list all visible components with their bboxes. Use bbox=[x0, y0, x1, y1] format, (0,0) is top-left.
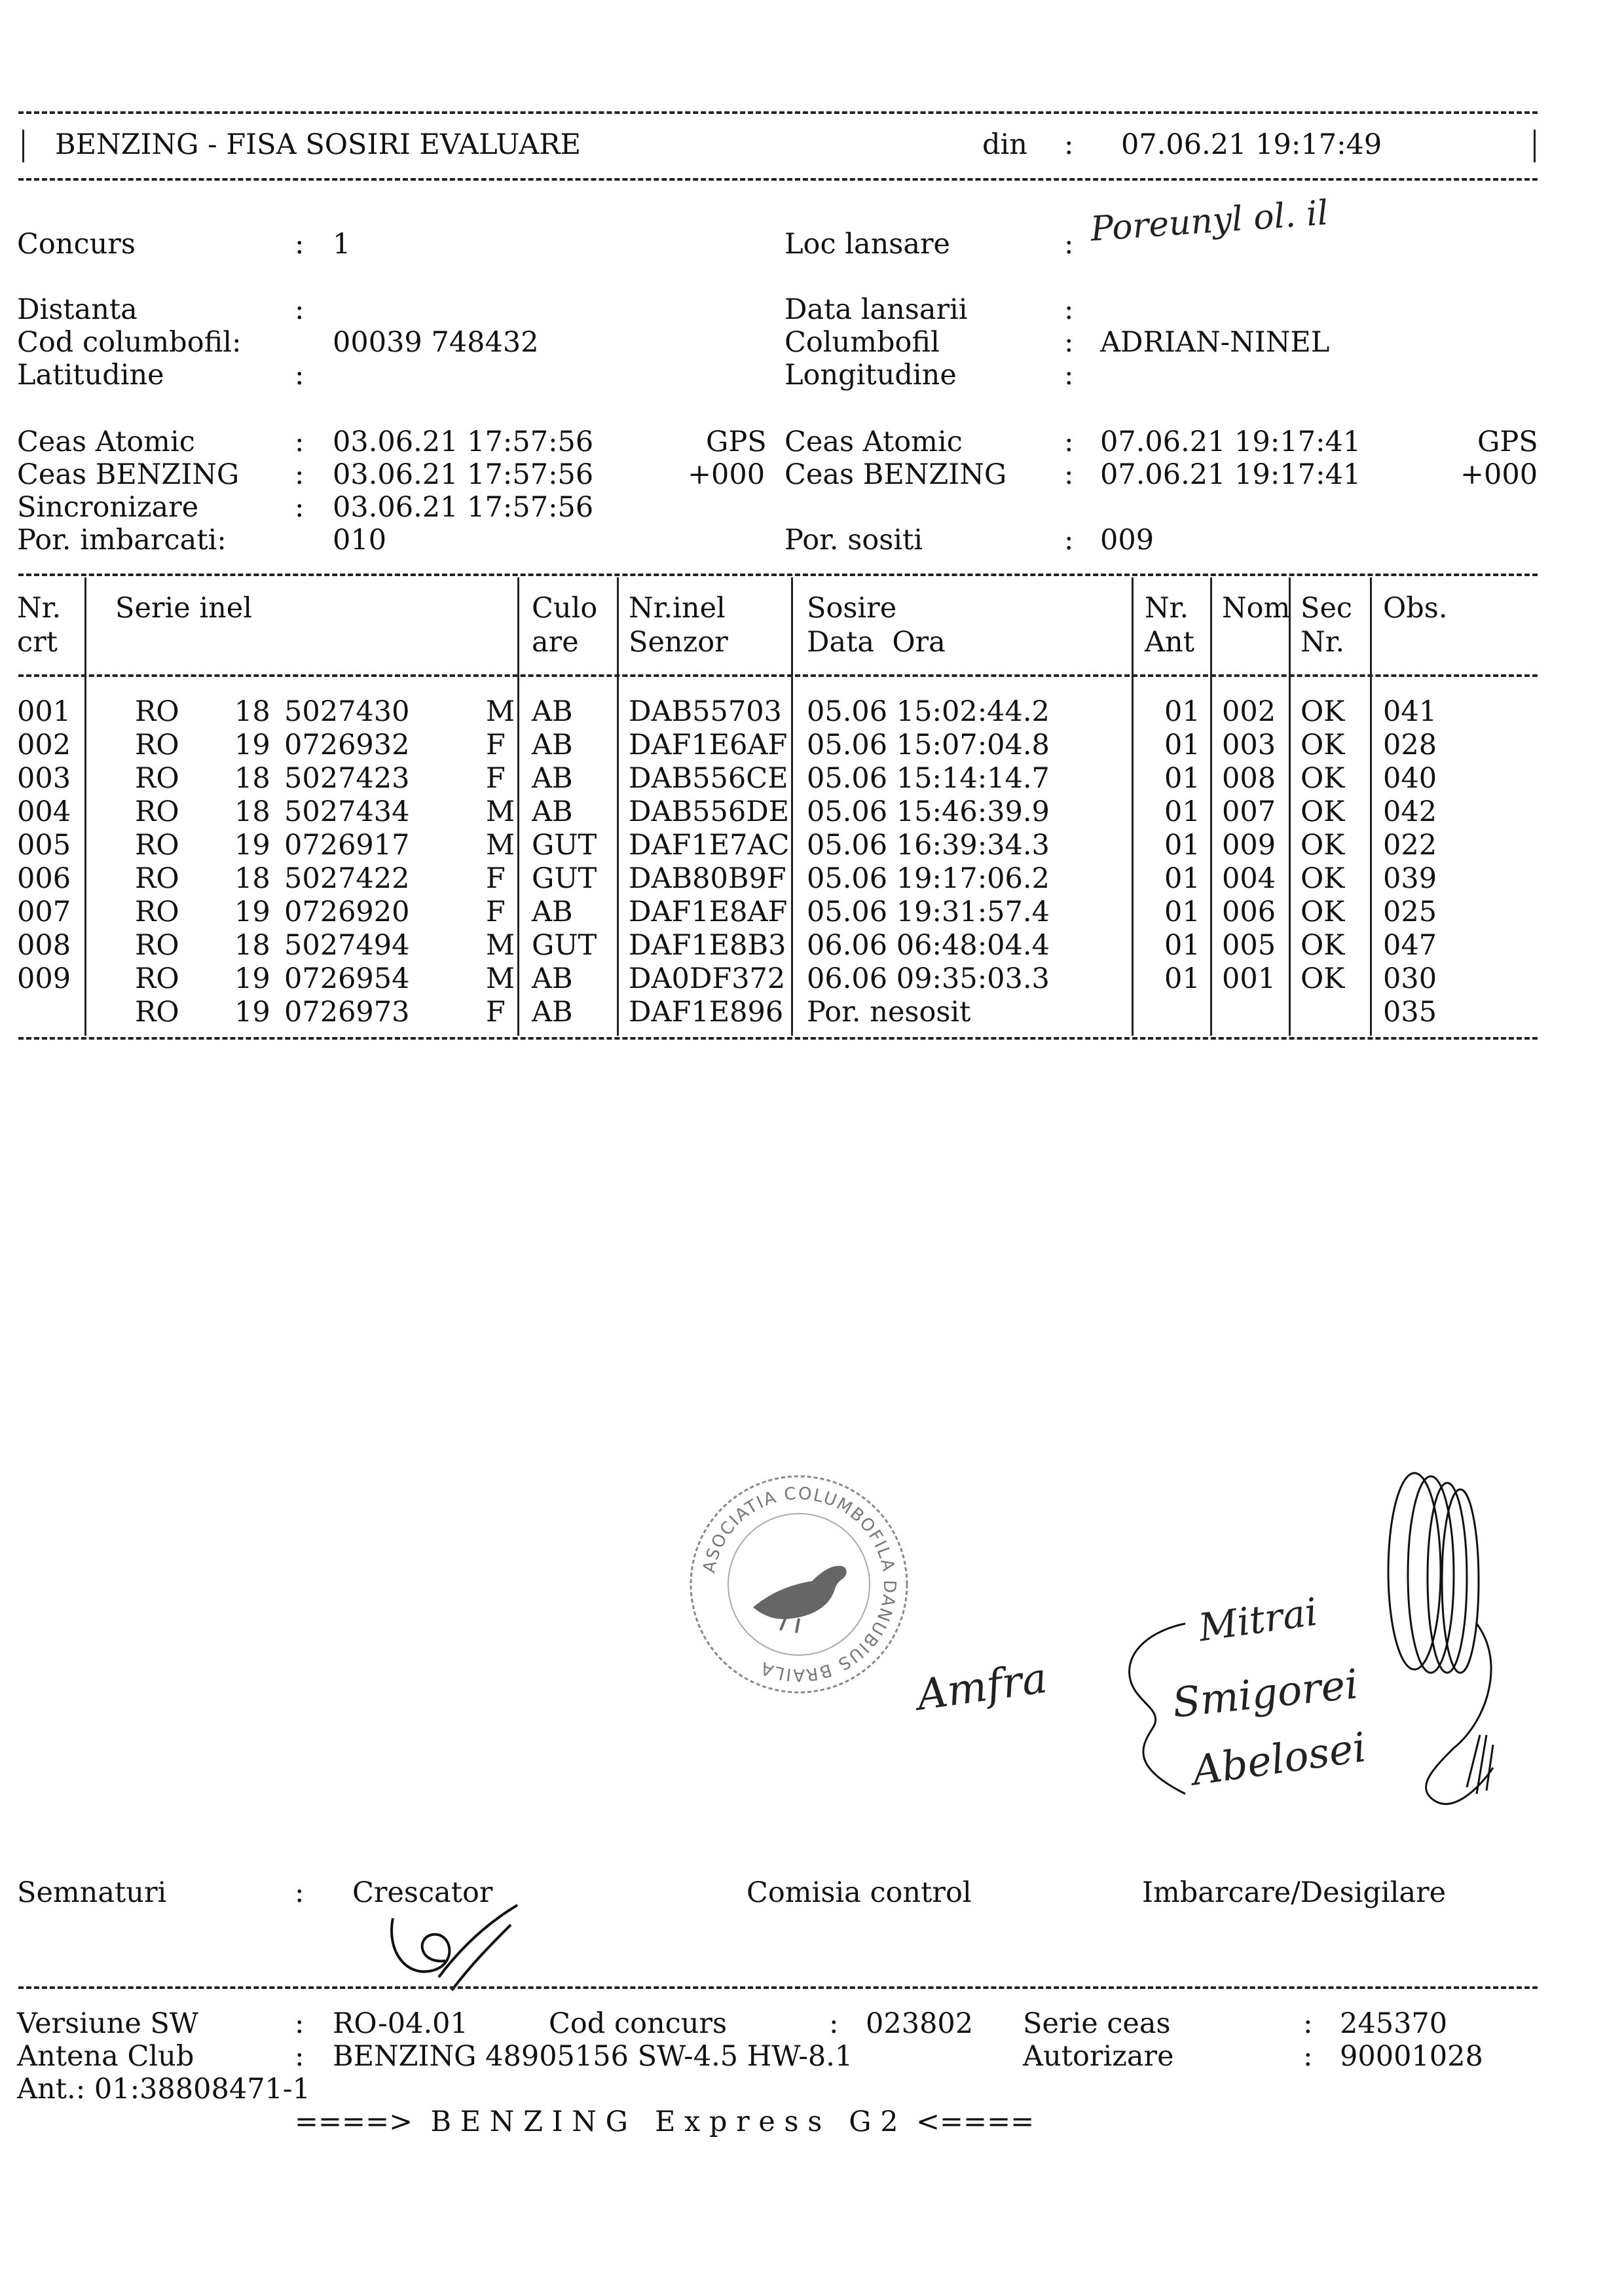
cell-nom: 009 bbox=[1222, 829, 1276, 862]
cell-nom: 002 bbox=[1222, 695, 1276, 728]
cell-sec: OK bbox=[1301, 729, 1345, 761]
data-lansarii-colon: : bbox=[1064, 293, 1074, 326]
cell-sensor: DAB556DE bbox=[629, 795, 790, 828]
clock-right-0-label: Ceas Atomic bbox=[784, 426, 963, 458]
clock-left-2-colon: : bbox=[295, 491, 304, 524]
cell-nr: 003 bbox=[17, 762, 71, 795]
crescator-label: Crescator bbox=[352, 1876, 493, 1909]
cell-sec: OK bbox=[1301, 896, 1345, 928]
cell-sec: OK bbox=[1301, 862, 1345, 895]
imbarcati-label: Por. imbarcati: bbox=[17, 524, 227, 556]
imbarcare-label: Imbarcare/Desigilare bbox=[1142, 1876, 1447, 1909]
table-header-rule bbox=[18, 674, 1538, 677]
columbofil-colon: : bbox=[1064, 326, 1074, 359]
cell-year: 18 bbox=[234, 762, 270, 795]
cell-sosire: 06.06 06:48:04.4 bbox=[807, 929, 1050, 962]
concurs-label: Concurs bbox=[17, 228, 136, 261]
th-serie-inel: Serie inel bbox=[115, 592, 252, 625]
th-sosire-1: Sosire bbox=[807, 592, 897, 625]
loc-lansare-colon: : bbox=[1064, 228, 1074, 261]
cell-year: 18 bbox=[234, 795, 270, 828]
header-right-border bbox=[1534, 130, 1536, 162]
cell-sex: M bbox=[486, 829, 515, 862]
cell-nr: 001 bbox=[17, 695, 71, 728]
cell-ant: 01 bbox=[1164, 829, 1200, 862]
autorizare-colon: : bbox=[1303, 2040, 1313, 2073]
cell-sex: F bbox=[486, 996, 506, 1029]
cell-sosire: Por. nesosit bbox=[807, 996, 971, 1029]
cell-nom: 006 bbox=[1222, 896, 1276, 928]
cod-concurs-colon: : bbox=[829, 2007, 839, 2040]
signature-2-loops bbox=[1336, 1460, 1532, 1827]
cell-sex: F bbox=[486, 896, 506, 928]
cell-year: 19 bbox=[234, 896, 270, 928]
col-divider bbox=[1289, 577, 1291, 1036]
footer-rule bbox=[18, 1986, 1538, 1989]
cod-columbofil-value: 00039 748432 bbox=[333, 326, 539, 359]
cell-ant: 01 bbox=[1164, 862, 1200, 895]
cell-color: GUT bbox=[532, 829, 597, 862]
cell-country: RO bbox=[135, 996, 179, 1029]
cell-country: RO bbox=[135, 729, 179, 761]
clock-right-1-colon: : bbox=[1064, 458, 1074, 491]
loc-lansare-handwritten: Poreunyl ol. il bbox=[1089, 193, 1330, 249]
data-lansarii-label: Data lansarii bbox=[784, 293, 968, 326]
cell-country: RO bbox=[135, 962, 179, 995]
cell-sensor: DAF1E8B3 bbox=[629, 929, 786, 962]
cell-nom: 007 bbox=[1222, 795, 1276, 828]
cell-obs: 025 bbox=[1383, 896, 1437, 928]
th-senzor-1: Nr.inel bbox=[629, 592, 726, 625]
cell-obs: 040 bbox=[1383, 762, 1437, 795]
versiune-label: Versiune SW bbox=[17, 2007, 199, 2040]
antenna-id: Ant.: 01:38808471-1 bbox=[17, 2073, 310, 2105]
cell-sec: OK bbox=[1301, 695, 1345, 728]
cell-nr: 006 bbox=[17, 862, 71, 895]
cell-ring: 5027422 bbox=[284, 862, 410, 895]
th-sec-1: Sec bbox=[1301, 592, 1352, 625]
cell-sex: M bbox=[486, 695, 515, 728]
cell-country: RO bbox=[135, 795, 179, 828]
clock-right-0-suffix: GPS bbox=[1477, 426, 1538, 458]
cell-ring: 0726920 bbox=[284, 896, 410, 928]
serie-ceas-label: Serie ceas bbox=[1023, 2007, 1171, 2040]
cell-sec: OK bbox=[1301, 829, 1345, 862]
cell-sensor: DAF1E7AC bbox=[629, 829, 790, 862]
th-obs: Obs. bbox=[1383, 592, 1448, 625]
document-title: BENZING - FISA SOSIRI EVALUARE bbox=[55, 128, 581, 161]
sositi-label: Por. sositi bbox=[784, 524, 923, 556]
cell-ant: 01 bbox=[1164, 729, 1200, 761]
cell-year: 19 bbox=[234, 962, 270, 995]
cell-sex: M bbox=[486, 929, 515, 962]
cell-color: AB bbox=[532, 962, 573, 995]
cell-sex: M bbox=[486, 795, 515, 828]
versiune-colon: : bbox=[295, 2007, 304, 2040]
cell-sosire: 05.06 15:46:39.9 bbox=[807, 795, 1050, 828]
cell-sosire: 05.06 15:02:44.2 bbox=[807, 695, 1050, 728]
cell-color: GUT bbox=[532, 929, 597, 962]
cell-ring: 0726954 bbox=[284, 962, 410, 995]
col-divider bbox=[517, 577, 519, 1036]
cod-concurs-value: 023802 bbox=[866, 2007, 974, 2040]
th-ant-2: Ant bbox=[1145, 626, 1195, 659]
table-bottom-rule bbox=[18, 1037, 1538, 1040]
report-datetime: 07.06.21 19:17:49 bbox=[1121, 128, 1382, 161]
cell-sensor: DAB55703 bbox=[629, 695, 782, 728]
cell-color: AB bbox=[532, 896, 573, 928]
clock-left-2-label: Sincronizare bbox=[17, 491, 199, 524]
th-culoare-2: are bbox=[532, 626, 579, 659]
cell-year: 18 bbox=[234, 862, 270, 895]
th-sosire-2: Data Ora bbox=[807, 626, 946, 659]
imbarcati-value: 010 bbox=[333, 524, 387, 556]
clock-left-2-value: 03.06.21 17:57:56 bbox=[333, 491, 594, 524]
cell-year: 19 bbox=[234, 729, 270, 761]
cell-nr: 005 bbox=[17, 829, 71, 862]
cell-country: RO bbox=[135, 762, 179, 795]
columbofil-value: ADRIAN-NINEL bbox=[1100, 326, 1330, 359]
semnaturi-colon: : bbox=[295, 1876, 304, 1909]
cod-concurs-label: Cod concurs bbox=[549, 2007, 728, 2040]
col-divider bbox=[1132, 577, 1134, 1036]
latitudine-colon: : bbox=[295, 359, 304, 392]
cell-sosire: 05.06 19:17:06.2 bbox=[807, 862, 1050, 895]
sositi-colon: : bbox=[1064, 524, 1074, 556]
cell-country: RO bbox=[135, 695, 179, 728]
cell-sensor: DAB556CE bbox=[629, 762, 788, 795]
serie-ceas-colon: : bbox=[1303, 2007, 1313, 2040]
cell-obs: 028 bbox=[1383, 729, 1437, 761]
clock-left-0-colon: : bbox=[295, 426, 304, 458]
cell-sosire: 05.06 19:31:57.4 bbox=[807, 896, 1050, 928]
clock-right-1-value: 07.06.21 19:17:41 bbox=[1100, 458, 1361, 491]
cell-obs: 022 bbox=[1383, 829, 1437, 862]
th-ant-1: Nr. bbox=[1145, 592, 1189, 625]
cell-ant: 01 bbox=[1164, 762, 1200, 795]
th-nr-2: crt bbox=[17, 626, 58, 659]
cell-nom: 003 bbox=[1222, 729, 1276, 761]
club-stamp bbox=[681, 1467, 917, 1702]
pigeon-icon bbox=[753, 1566, 847, 1633]
cell-sosire: 05.06 15:14:14.7 bbox=[807, 762, 1050, 795]
cell-color: AB bbox=[532, 996, 573, 1029]
cell-country: RO bbox=[135, 929, 179, 962]
distanta-colon: : bbox=[295, 293, 304, 326]
comisia-control-label: Comisia control bbox=[747, 1876, 972, 1909]
cell-nr: 008 bbox=[17, 929, 71, 962]
antena-value: BENZING 48905156 SW-4.5 HW-8.1 bbox=[333, 2040, 853, 2073]
columbofil-label: Columbofil bbox=[784, 326, 940, 359]
cell-sec: OK bbox=[1301, 962, 1345, 995]
cell-ring: 0726932 bbox=[284, 729, 410, 761]
cell-ant: 01 bbox=[1164, 896, 1200, 928]
signature-2-line-1: Mitrai bbox=[1196, 1589, 1320, 1650]
cell-obs: 042 bbox=[1383, 795, 1437, 828]
brand-line: ====> B E N Z I N G E x p r e s s G 2 <==== bbox=[295, 2105, 1035, 2138]
antena-colon: : bbox=[295, 2040, 304, 2073]
cell-sosire: 06.06 09:35:03.3 bbox=[807, 962, 1050, 995]
cell-ring: 5027423 bbox=[284, 762, 410, 795]
cell-sensor: DAB80B9F bbox=[629, 862, 786, 895]
clock-right-1-suffix: +000 bbox=[1460, 458, 1538, 491]
clock-right-0-colon: : bbox=[1064, 426, 1074, 458]
cell-year: 18 bbox=[234, 929, 270, 962]
autorizare-value: 90001028 bbox=[1340, 2040, 1483, 2073]
col-divider bbox=[791, 577, 793, 1036]
col-divider bbox=[84, 577, 86, 1036]
cell-obs: 047 bbox=[1383, 929, 1437, 962]
cell-sec: OK bbox=[1301, 762, 1345, 795]
cell-nom: 004 bbox=[1222, 862, 1276, 895]
cell-color: AB bbox=[532, 795, 573, 828]
signature-1: Amfra bbox=[913, 1654, 1050, 1721]
loc-lansare-label: Loc lansare bbox=[784, 228, 950, 261]
clock-right-0-value: 07.06.21 19:17:41 bbox=[1100, 426, 1361, 458]
sositi-value: 009 bbox=[1100, 524, 1154, 556]
autorizare-label: Autorizare bbox=[1023, 2040, 1174, 2073]
stamp-text: ASOCIATIA COLUMBOFILA DANUBIUS BRAILA bbox=[699, 1484, 900, 1685]
din-label: din bbox=[982, 128, 1027, 161]
cell-sensor: DAF1E8AF bbox=[629, 896, 788, 928]
cell-sensor: DA0DF372 bbox=[629, 962, 786, 995]
signature-2-line-3: Abelosei bbox=[1189, 1722, 1369, 1795]
cell-color: AB bbox=[532, 762, 573, 795]
latitudine-label: Latitudine bbox=[17, 359, 164, 392]
cod-columbofil-label: Cod columbofil: bbox=[17, 326, 242, 359]
concurs-value: 1 bbox=[333, 228, 351, 261]
col-divider bbox=[1210, 577, 1212, 1036]
din-colon: : bbox=[1064, 128, 1074, 161]
cell-ant: 01 bbox=[1164, 962, 1200, 995]
cell-year: 19 bbox=[234, 829, 270, 862]
cell-nom: 008 bbox=[1222, 762, 1276, 795]
cell-sensor: DAF1E896 bbox=[629, 996, 784, 1029]
cell-ring: 5027494 bbox=[284, 929, 410, 962]
cell-sensor: DAF1E6AF bbox=[629, 729, 788, 761]
clock-right-1-label: Ceas BENZING bbox=[784, 458, 1007, 491]
cell-sex: F bbox=[486, 729, 506, 761]
cell-sex: F bbox=[486, 762, 506, 795]
clock-left-1-colon: : bbox=[295, 458, 304, 491]
cell-nr: 009 bbox=[17, 962, 71, 995]
cell-sec: OK bbox=[1301, 795, 1345, 828]
cell-color: AB bbox=[532, 695, 573, 728]
cell-year: 19 bbox=[234, 996, 270, 1029]
cell-nr: 007 bbox=[17, 896, 71, 928]
concurs-colon: : bbox=[295, 228, 304, 261]
cell-ring: 5027430 bbox=[284, 695, 410, 728]
clock-left-1-label: Ceas BENZING bbox=[17, 458, 240, 491]
cell-ant: 01 bbox=[1164, 795, 1200, 828]
cell-obs: 039 bbox=[1383, 862, 1437, 895]
cell-obs: 030 bbox=[1383, 962, 1437, 995]
versiune-value: RO-04.01 bbox=[333, 2007, 468, 2040]
cell-color: GUT bbox=[532, 862, 597, 895]
cell-country: RO bbox=[135, 896, 179, 928]
cell-sex: F bbox=[486, 862, 506, 895]
cell-sec: OK bbox=[1301, 929, 1345, 962]
semnaturi-label: Semnaturi bbox=[17, 1876, 167, 1909]
longitudine-colon: : bbox=[1064, 359, 1074, 392]
clock-left-1-value: 03.06.21 17:57:56 bbox=[333, 458, 594, 491]
header-left-border bbox=[22, 130, 24, 162]
cell-year: 18 bbox=[234, 695, 270, 728]
clock-left-0-value: 03.06.21 17:57:56 bbox=[333, 426, 594, 458]
cell-nom: 001 bbox=[1222, 962, 1276, 995]
signature-2-line-2: Smigorei bbox=[1170, 1660, 1361, 1727]
cell-obs: 035 bbox=[1383, 996, 1437, 1029]
cell-color: AB bbox=[532, 729, 573, 761]
th-nr-1: Nr. bbox=[17, 592, 62, 625]
col-divider bbox=[1370, 577, 1372, 1036]
col-divider bbox=[617, 577, 619, 1036]
cell-obs: 041 bbox=[1383, 695, 1437, 728]
cell-sex: M bbox=[486, 962, 515, 995]
cell-sosire: 05.06 15:07:04.8 bbox=[807, 729, 1050, 761]
clock-left-0-label: Ceas Atomic bbox=[17, 426, 195, 458]
cell-nr: 004 bbox=[17, 795, 71, 828]
cell-ant: 01 bbox=[1164, 929, 1200, 962]
clock-left-0-suffix: GPS bbox=[706, 426, 767, 458]
cell-country: RO bbox=[135, 862, 179, 895]
cell-ring: 0726917 bbox=[284, 829, 410, 862]
cell-nr: 002 bbox=[17, 729, 71, 761]
cell-sosire: 05.06 16:39:34.3 bbox=[807, 829, 1050, 862]
header-top-rule bbox=[18, 111, 1538, 114]
table-top-rule bbox=[18, 574, 1538, 576]
th-senzor-2: Senzor bbox=[629, 626, 728, 659]
antena-label: Antena Club bbox=[17, 2040, 194, 2073]
cell-ring: 5027434 bbox=[284, 795, 410, 828]
distanta-label: Distanta bbox=[17, 293, 138, 326]
th-sec-2: Nr. bbox=[1301, 626, 1345, 659]
th-culoare-1: Culo bbox=[532, 592, 598, 625]
cell-nom: 005 bbox=[1222, 929, 1276, 962]
cell-country: RO bbox=[135, 829, 179, 862]
clock-left-1-suffix: +000 bbox=[688, 458, 766, 491]
cell-ant: 01 bbox=[1164, 695, 1200, 728]
cell-ring: 0726973 bbox=[284, 996, 410, 1029]
th-nom: Nom bbox=[1222, 592, 1291, 625]
longitudine-label: Longitudine bbox=[784, 359, 957, 392]
header-bottom-rule bbox=[18, 178, 1538, 181]
serie-ceas-value: 245370 bbox=[1340, 2007, 1448, 2040]
